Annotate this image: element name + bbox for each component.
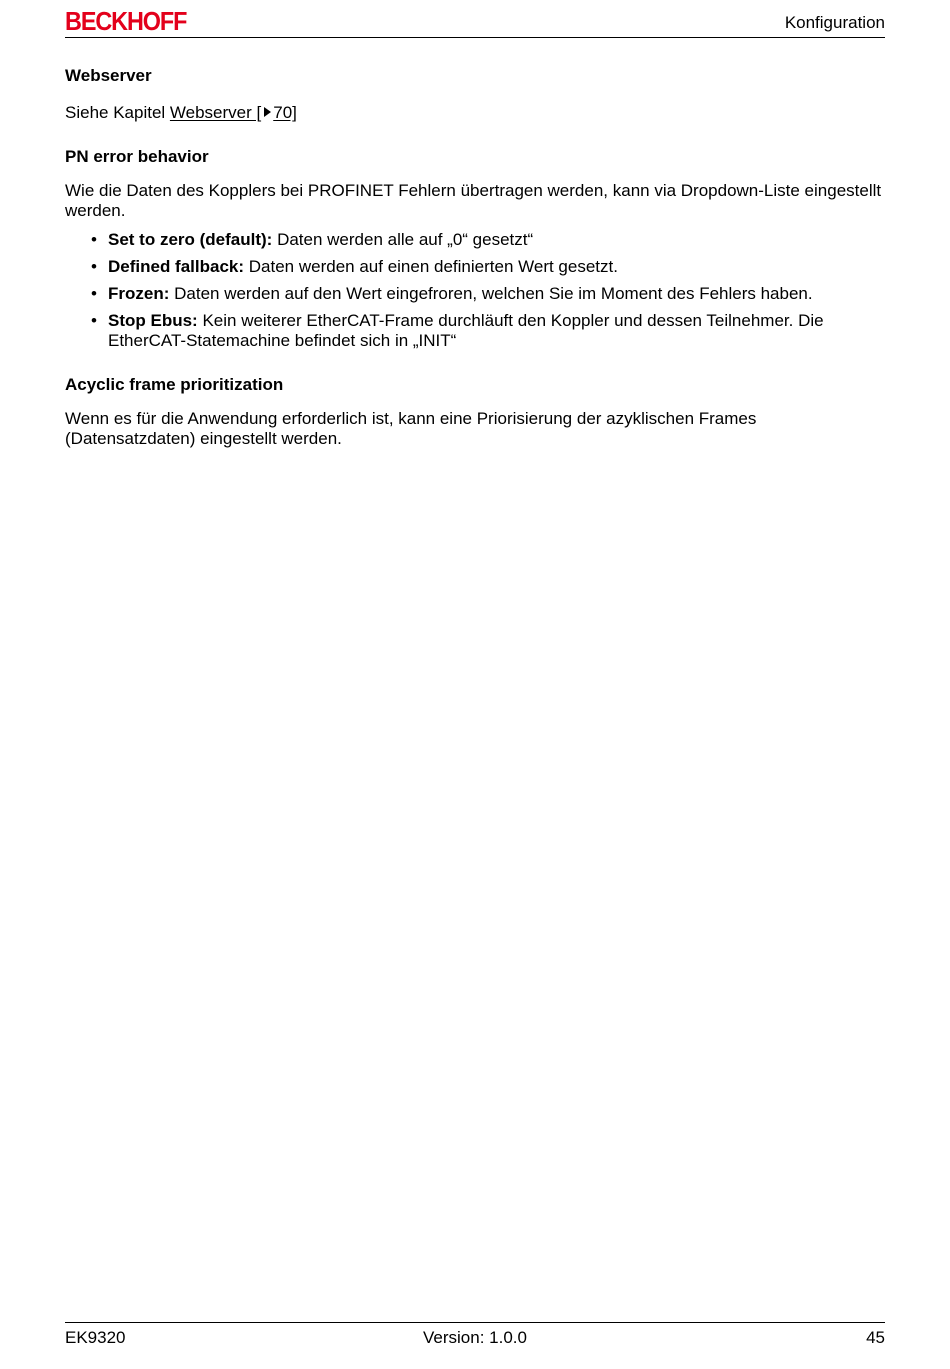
list-item bbox=[65, 284, 885, 304]
footer-divider bbox=[65, 1322, 885, 1323]
beckhoff-logo: BECKHOFF bbox=[65, 6, 187, 36]
pn-error-intro: Wie die Daten des Kopplers bei PROFINET Fehlern übertragen werden, kann via Dropdown-Liste eingestellt werden. bbox=[65, 181, 882, 220]
option-text: Daten werden alle auf „0“ gesetzt“ bbox=[272, 230, 534, 249]
acyclic-heading: Acyclic frame prioritization bbox=[65, 375, 284, 394]
webserver-heading: Webserver bbox=[65, 66, 152, 85]
option-text: Daten werden auf einen definierten Wert gesetzt. bbox=[244, 257, 618, 276]
bullet-icon: • bbox=[91, 311, 97, 330]
page-content bbox=[65, 66, 885, 449]
webserver-link[interactable] bbox=[170, 103, 297, 122]
product-name: EK9320 bbox=[65, 1328, 126, 1347]
page-number: 45 bbox=[866, 1328, 885, 1347]
option-text: Daten werden auf den Wert eingefroren, welchen Sie im Moment des Fehlers haben. bbox=[169, 284, 813, 303]
list-item bbox=[65, 230, 885, 250]
chapter-title: Konfiguration bbox=[784, 13, 885, 32]
header-divider bbox=[65, 37, 885, 38]
bullet-icon: • bbox=[91, 284, 97, 303]
option-text: Kein weiterer EtherCAT-Frame durchläuft den Koppler und dessen Teilnehmer. Die EtherCAT-Statemachine befindet sich in „INIT“ bbox=[108, 311, 824, 350]
bullet-icon: • bbox=[91, 257, 97, 276]
list-item bbox=[65, 311, 885, 351]
webserver-link-text: Webserver [ bbox=[169, 103, 262, 122]
option-term: Set to zero (default): bbox=[108, 230, 273, 249]
pn-error-heading: PN error behavior bbox=[65, 147, 209, 166]
acyclic-paragraph: Wenn es für die Anwendung erforderlich ist, kann eine Priorisierung der azyklischen Frames (Datensatzdaten) eingestellt werden. bbox=[65, 409, 757, 448]
webserver-text: Siehe Kapitel bbox=[65, 103, 170, 122]
pn-error-options-list bbox=[65, 230, 885, 351]
list-item bbox=[65, 257, 885, 277]
webserver-link-page: 70] bbox=[273, 103, 297, 122]
option-term: Stop Ebus: bbox=[108, 311, 198, 330]
page-reference-arrow-icon bbox=[264, 107, 271, 117]
page-header bbox=[65, 6, 885, 38]
bullet-icon: • bbox=[91, 230, 97, 249]
webserver-paragraph bbox=[65, 103, 885, 123]
document-version: Version: 1.0.0 bbox=[423, 1328, 527, 1347]
option-term: Frozen: bbox=[108, 284, 170, 303]
page-footer bbox=[65, 1328, 885, 1350]
option-term: Defined fallback: bbox=[108, 257, 245, 276]
